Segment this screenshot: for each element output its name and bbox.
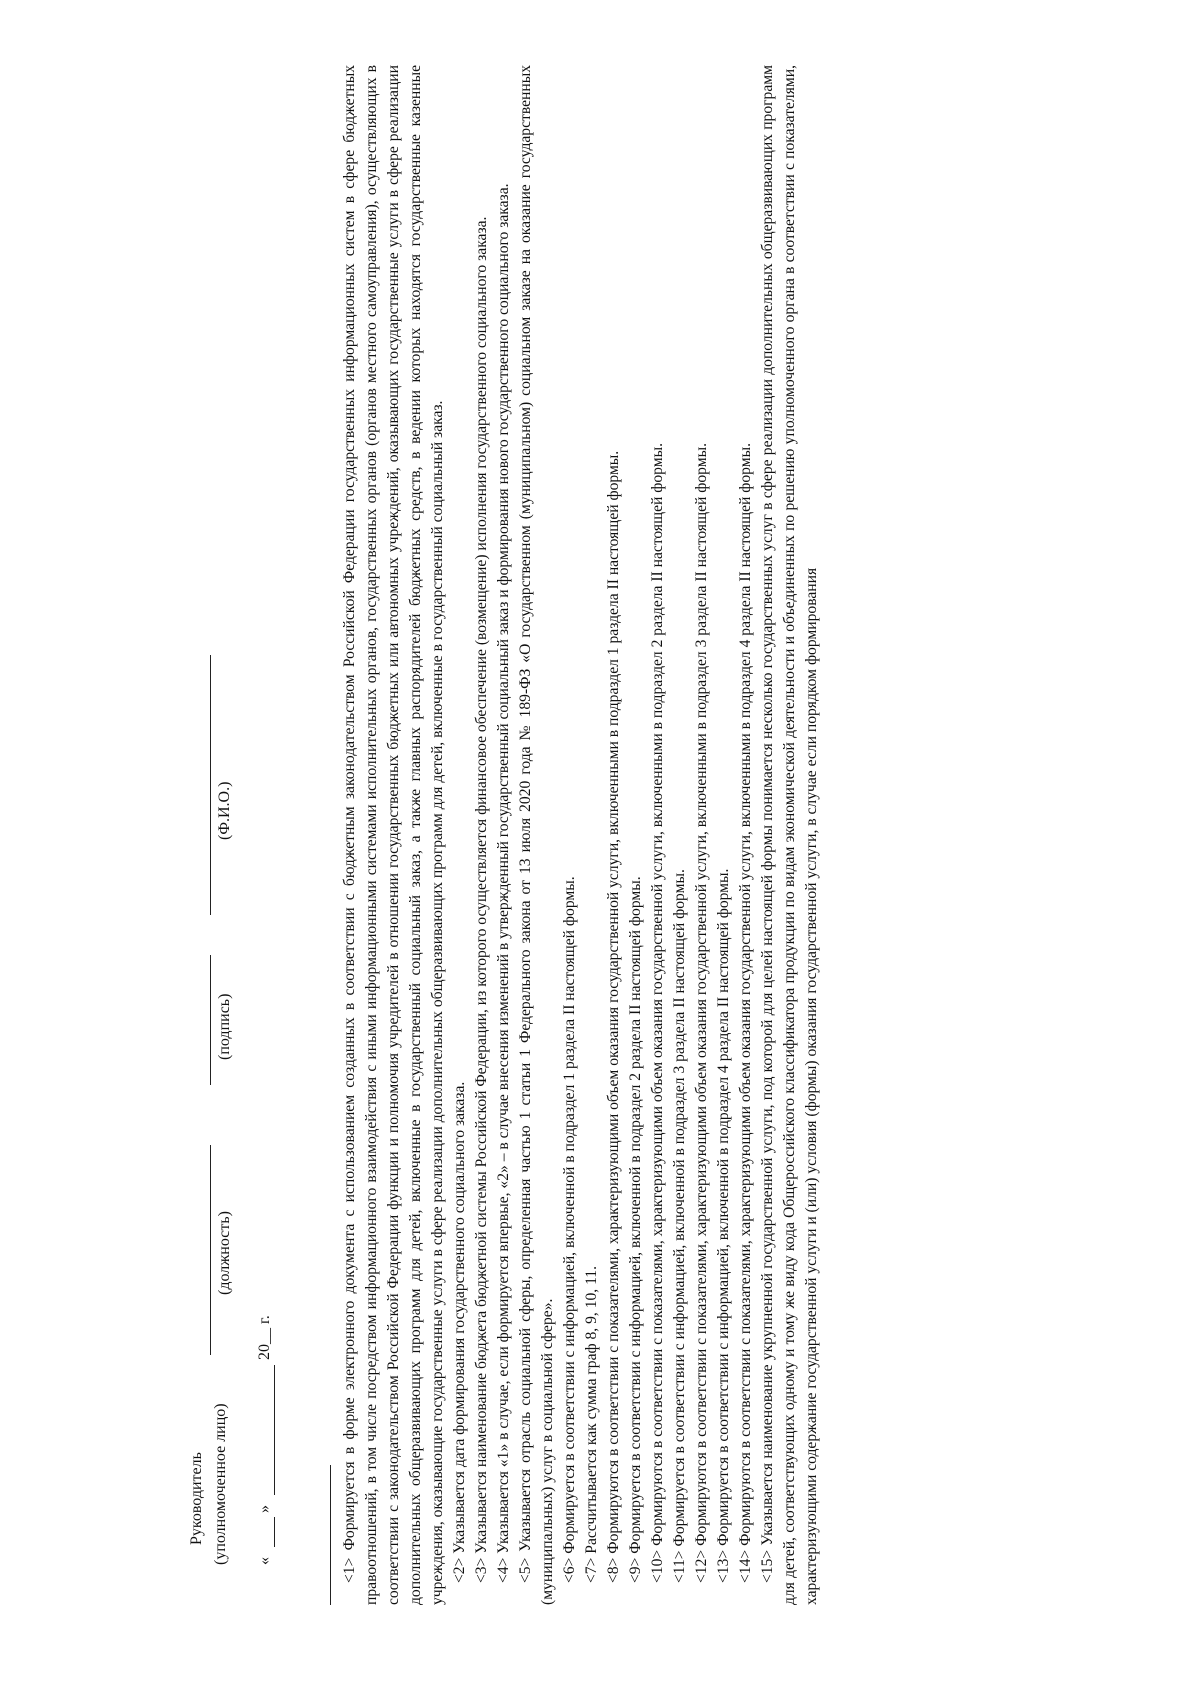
footnote-number: <12> <box>693 1549 710 1583</box>
footnote-item <box>647 65 669 1605</box>
footnote-item <box>713 65 735 1605</box>
footnote-item <box>559 65 581 1605</box>
footnote-number: <8> <box>605 1557 622 1583</box>
signature-line <box>210 955 211 1085</box>
footnote-list <box>339 65 823 1605</box>
footnote-text: Формируется в соответствии с информацией, включенной в подраздел 4 раздела II настоящей формы. <box>715 868 732 1546</box>
footnote-number: <1> <box>341 1557 358 1583</box>
footnote-text: Рассчитывается как сумма граф 8, 9, 10, 11. <box>583 1266 600 1554</box>
footnote-item <box>581 65 603 1605</box>
date-month-line <box>274 1365 275 1495</box>
footnote-item <box>735 65 757 1605</box>
footnote-text: Формируется в соответствии с информацией, включенной в подраздел 2 раздела II настоящей формы. <box>627 876 644 1554</box>
footnote-number: <13> <box>715 1549 732 1583</box>
footnote-text: Указывается наименование укрупненной государственной услуги, под которой для целей настоящей формы понимается несколько государственных услуг в сфере реализации дополнительных общеразвивающих программ для детей, соответствующих одному и тому же виду кода Общероссийского классификатора продукции по видам экономической деятельности и объединенных по решению уполномоченного органа в соответствии с показателями, характеризующими содержание государственной услуги и (или) условия (формы) оказания государственной услуги, в случае если порядком формирования <box>759 65 820 1605</box>
footnote-number: <9> <box>627 1557 644 1583</box>
footnote-text: Формируется в соответствии с информацией, включенной в подраздел 1 раздела II настоящей формы. <box>561 876 578 1554</box>
footnote-text: Указывается «1» в случае, если формируется впервые, «2» – в случае внесения изменений в утвержденный государственный социальный заказ и формирования нового государственного социального заказа. <box>495 183 512 1554</box>
footnote-item <box>471 65 493 1605</box>
signature-caption: (подпись) <box>216 993 233 1060</box>
footnote-text: Формируются в соответствии с показателями, характеризующими объем оказания государственной услуги, включенными в подраздел 3 раздела II настоящей формы. <box>693 443 710 1546</box>
footnote-text: Указывается отрасль социальной сферы, определенная частью 1 статьи 1 Федерального закона от 13 июля 2020 года № 189-ФЗ «О государственном (муниципальном) социальном заказе на оказание государственных (муниципальных) услуг в социальной сфере». <box>517 65 556 1605</box>
date-open-quote: « <box>256 1557 273 1565</box>
footnote-number: <3> <box>473 1557 490 1583</box>
footnote-text: Указывается дата формирования государственного социального заказа. <box>451 1081 468 1554</box>
footnote-text: Формируется в соответствии с информацией, включенной в подраздел 3 раздела II настоящей формы. <box>671 869 688 1547</box>
footnote-item <box>669 65 691 1605</box>
footnote-text: Формируются в соответствии с показателями, характеризующими объем оказания государственной услуги, включенными в подраздел 1 раздела II настоящей формы. <box>605 450 622 1554</box>
footnote-separator <box>330 1465 331 1605</box>
footnote-number: <5> <box>517 1557 534 1583</box>
footnote-text: Указывается наименование бюджета бюджетной системы Российской Федерации, из которого осуществляется финансовое обеспечение (возмещение) исполнения государственного социального заказа. <box>473 216 490 1554</box>
footnote-number: <7> <box>583 1557 600 1583</box>
footnote-item <box>691 65 713 1605</box>
footnote-text: Формируются в соответствии с показателями, характеризующими объем оказания государственной услуги, включенными в подраздел 2 раздела II настоящей формы. <box>649 443 666 1546</box>
date-day-line <box>274 1517 275 1547</box>
footnote-item <box>493 65 515 1605</box>
position-caption: (должность) <box>216 1211 233 1295</box>
footnote-number: <11> <box>671 1550 688 1583</box>
signature-block <box>180 45 330 1605</box>
date-year: 20__ г. <box>256 1315 273 1360</box>
footnote-number: <10> <box>649 1549 666 1583</box>
footnote-text: Формируются в соответствии с показателями, характеризующими объем оказания государственной услуги, включенными в подраздел 4 раздела II настоящей формы. <box>737 443 754 1546</box>
footnote-item <box>625 65 647 1605</box>
date-close-quote: » <box>256 1505 273 1513</box>
rotated-document-page <box>180 45 1100 1605</box>
footnote-number: <15> <box>759 1549 776 1583</box>
footnote-number: <6> <box>561 1557 578 1583</box>
footnote-item <box>757 65 823 1605</box>
signer-role-title: Руководитель <box>188 1452 205 1545</box>
footnote-number: <4> <box>495 1557 512 1583</box>
position-line <box>210 1145 211 1355</box>
footnote-item <box>339 65 449 1605</box>
footnote-item <box>449 65 471 1605</box>
signer-role-subtitle: (уполномоченное лицо) <box>212 1403 229 1565</box>
footnote-number: <2> <box>451 1557 468 1583</box>
footnote-item <box>603 65 625 1605</box>
footnotes <box>330 65 823 1605</box>
name-line <box>210 655 211 915</box>
footnote-number: <14> <box>737 1549 754 1583</box>
footnote-item <box>515 65 559 1605</box>
footnote-text: Формируется в форме электронного документа с использованием созданных в соответствии с бюджетным законодательством Российской Федерации государственных информационных систем в сфере бюджетных правоотношений, в том числе посредством информационного взаимодействия с иными информационными системами исполнительных органов, государственных органов (органов местного самоуправления), осуществляющих в соответствии с законодательством Российской Федерации функции и полномочия учредителей в отношении государственных бюджетных или автономных учреждений, оказывающих государственные услуги в сфере реализации дополнительных общеразвивающих программ для детей, включенные в государственный социальный заказ, а также главных распорядителей бюджетных средств, в ведении которых находятся государственные казенные учреждения, оказывающие государственные услуги в сфере реализации дополнительных общеразвивающих программ для детей, включенные в государственный социальный заказ. <box>341 65 446 1605</box>
name-caption: (Ф.И.О.) <box>216 781 233 840</box>
